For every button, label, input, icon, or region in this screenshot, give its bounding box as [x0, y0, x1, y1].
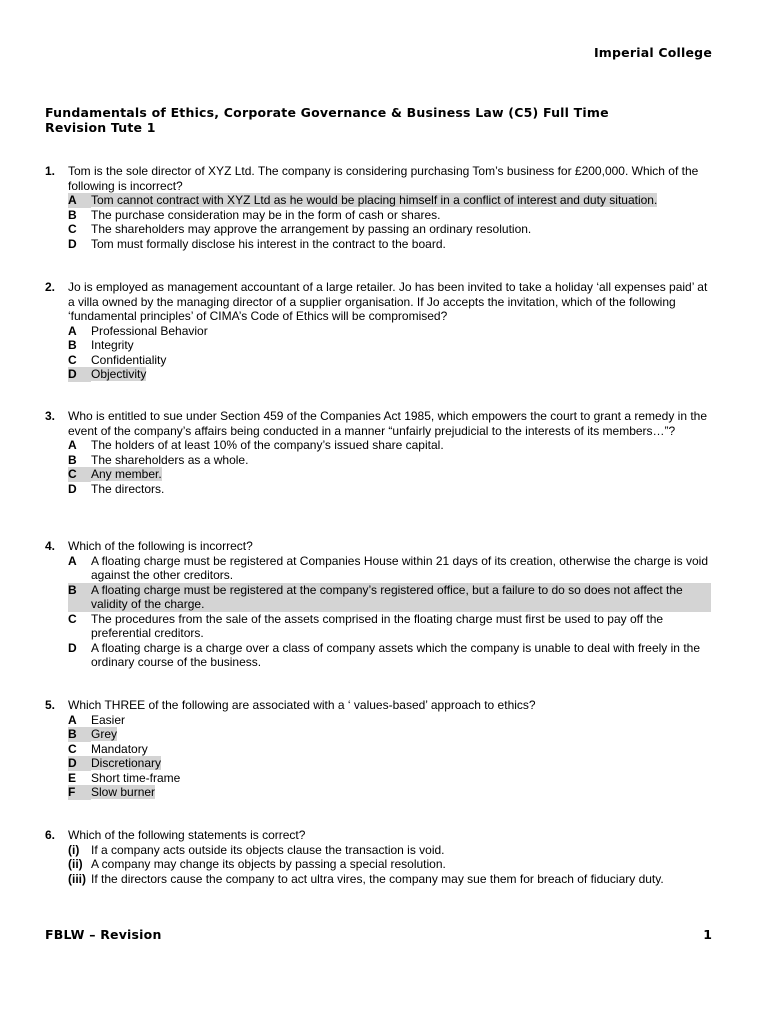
option-a: [68, 713, 711, 728]
option-text: Professional Behavior: [91, 323, 208, 338]
option-b: [68, 583, 711, 612]
option-letter: F: [68, 785, 91, 800]
question-5: [45, 698, 711, 800]
option-text: Objectivity: [91, 367, 147, 381]
option-d: [68, 367, 711, 382]
option-letter: D: [68, 236, 77, 251]
option-letter: E: [68, 770, 77, 785]
statement-ii: [68, 857, 711, 872]
option-text: Tom must formally disclose his interest in the contract to the board.: [91, 236, 446, 251]
option-text: Tom cannot contract with XYZ Ltd as he would be placing himself in a conflict of interest and duty situation.: [91, 193, 658, 207]
question-text: Who is entitled to sue under Section 459 of the Companies Act 1985, which empowers the court to grant a remedy in the event of the company’s affairs being conducted in a manner “unfairly prejudicial to the interests of its members…”?: [68, 409, 708, 438]
option-letter: D: [68, 481, 77, 496]
option-text: The purchase consideration may be in the form of cash or shares.: [91, 207, 441, 222]
option-e: [68, 771, 711, 786]
question-6: [45, 828, 711, 886]
option-letter: B: [68, 452, 77, 467]
option-b: [68, 453, 711, 468]
option-letter: A: [68, 438, 77, 452]
option-letter: B: [68, 582, 77, 597]
statement-numeral: (iii): [68, 871, 86, 886]
option-text: Integrity: [91, 338, 134, 352]
question-number: 2.: [45, 280, 56, 294]
question-1: [45, 164, 711, 251]
question-4: [45, 539, 711, 670]
option-c: [68, 742, 711, 757]
option-text: Any member.: [91, 467, 162, 481]
option-b: [68, 208, 711, 223]
question-3: [45, 409, 711, 496]
option-c: [68, 467, 711, 482]
option-text: A floating charge must be registered at Companies House within 21 days of its creation, otherwise the charge is void against the other creditors.: [91, 553, 708, 582]
option-text: The holders of at least 10% of the company’s issued share capital.: [91, 438, 444, 452]
option-letter: D: [68, 640, 77, 655]
option-text: The shareholders as a whole.: [91, 452, 249, 467]
question-number: 6.: [45, 828, 56, 842]
option-letter: C: [68, 467, 91, 482]
question-number: 3.: [45, 409, 56, 423]
document-title-line2: Revision Tute 1: [45, 120, 156, 135]
statement-text: If the directors cause the company to act ultra vires, the company may sue them for breach of fiduciary duty.: [91, 871, 664, 886]
page-number: 1: [703, 927, 712, 942]
question-text: Which of the following statements is correct?: [68, 828, 306, 842]
option-letter: D: [68, 367, 91, 382]
question-text: Jo is employed as management accountant of a large retailer. Jo has been invited to take a holiday ‘all expenses paid’ at a villa owned by the managing director of a supplier organisation. If Jo accepts the invitation, which of the following ‘fundamental principles’ of CIMA’s Code of Ethics will be compromised?: [68, 280, 708, 323]
option-d: [68, 237, 711, 252]
option-text: Mandatory: [91, 741, 148, 756]
statement-text: If a company acts outside its objects clause the transaction is void.: [91, 842, 445, 857]
question-text: Tom is the sole director of XYZ Ltd. The company is considering purchasing Tom’s business for £200,000. Which of the following is incorrect?: [68, 164, 699, 193]
option-letter: C: [68, 611, 77, 626]
option-b: [68, 338, 711, 353]
footer-label: FBLW – Revision: [45, 927, 162, 942]
question-number: 1.: [45, 164, 56, 178]
option-letter: C: [68, 222, 77, 236]
option-text: Grey: [91, 727, 118, 741]
option-text: The directors.: [91, 481, 165, 496]
option-letter: A: [68, 553, 77, 568]
option-text: Short time-frame: [91, 770, 181, 785]
option-c: [68, 353, 711, 368]
option-text: A floating charge is a charge over a class of company assets which the company is unable to deal with freely in the ordinary course of the business.: [91, 640, 700, 669]
option-letter: B: [68, 207, 77, 222]
option-d: [68, 482, 711, 497]
option-a: [68, 193, 711, 208]
statement-iii: [68, 872, 711, 887]
option-text: The procedures from the sale of the assets comprised in the floating charge must first be used to pay off the preferential creditors.: [91, 611, 664, 640]
option-letter: C: [68, 741, 77, 756]
statement-numeral: (ii): [68, 857, 83, 871]
document-title: [45, 105, 609, 135]
option-letter: B: [68, 338, 77, 352]
question-text: Which of the following is incorrect?: [68, 539, 253, 553]
option-letter: B: [68, 727, 91, 742]
option-text: Slow burner: [91, 785, 156, 799]
question-number: 4.: [45, 539, 56, 553]
option-letter: C: [68, 352, 77, 367]
question-text: Which THREE of the following are associated with a ‘ values-based’ approach to ethics?: [68, 698, 536, 712]
option-letter: D: [68, 756, 91, 771]
option-letter: A: [68, 193, 91, 208]
header-institution: Imperial College: [593, 45, 712, 60]
question-number: 5.: [45, 698, 56, 712]
option-text: Discretionary: [91, 756, 162, 770]
option-text: Confidentiality: [91, 352, 167, 367]
option-letter: A: [68, 323, 77, 338]
option-a: [68, 438, 711, 453]
question-2: [45, 280, 711, 382]
statement-numeral: (i): [68, 842, 80, 857]
option-text: The shareholders may approve the arrangement by passing an ordinary resolution.: [91, 222, 532, 236]
option-c: [68, 222, 711, 237]
option-a: [68, 324, 711, 339]
option-d: [68, 756, 711, 771]
statement-text: A company may change its objects by passing a special resolution.: [91, 857, 446, 871]
option-b: [68, 727, 711, 742]
option-text: Easier: [91, 712, 126, 727]
option-a: [68, 554, 711, 583]
option-text: A floating charge must be registered at the company’s registered office, but a failure to do so does not affect the validity of the charge.: [91, 582, 683, 611]
statement-i: [68, 843, 711, 858]
document-title-line1: Fundamentals of Ethics, Corporate Governance & Business Law (C5) Full Time: [45, 105, 609, 120]
option-letter: A: [68, 712, 77, 727]
option-f: [68, 785, 711, 800]
option-d: [68, 641, 711, 670]
option-c: [68, 612, 711, 641]
